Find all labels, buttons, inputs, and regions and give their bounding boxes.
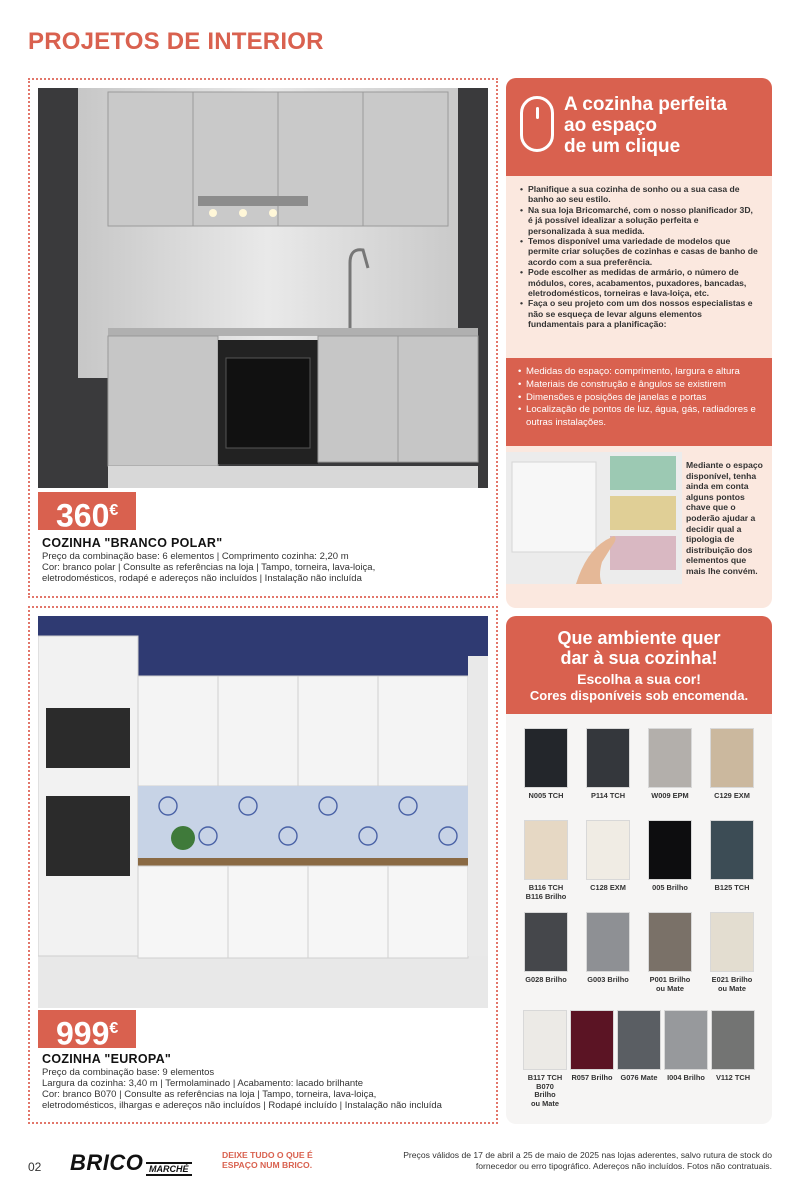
color-swatch — [664, 1010, 708, 1083]
product-name: COZINHA "BRANCO POLAR" — [42, 536, 223, 550]
planner-photo — [506, 452, 682, 584]
measure-item: • Dimensões e posições de janelas e portas — [518, 392, 760, 405]
color-swatch-chip — [586, 912, 630, 972]
planner-title-line: de um clique — [564, 136, 681, 157]
planner-bullet: • Pode escolher as medidas de armário, o número de módulos, cores, acabamentos, puxadores, bancadas, eletrodomésticos, torneiras e lava-loiça, etc. — [520, 267, 758, 298]
product-info-europa — [42, 1054, 488, 1111]
color-swatch-chip — [524, 820, 568, 880]
colors-title-line: Que ambiente quer — [557, 628, 721, 648]
color-swatch-chip — [664, 1010, 708, 1070]
planner-header — [506, 78, 772, 176]
product-line: Cor: branco polar | Consulte as referências na loja | Tampo, torneira, lava-loiça, — [42, 562, 376, 573]
color-swatch — [648, 820, 692, 893]
colors-note: Cores disponíveis sob encomenda. — [529, 688, 749, 703]
planner-bullet: • Faça o seu projeto com um dos nossos especialistas e não se esqueça de levar alguns elementos fundamentais para a planificação: — [520, 298, 758, 329]
product-name: COZINHA "EUROPA" — [42, 1052, 172, 1066]
color-swatch — [710, 912, 754, 993]
price-currency: € — [109, 502, 119, 519]
color-swatch-label: P114 TCH — [590, 791, 626, 800]
color-swatch-label: R057 Brilho — [571, 1073, 613, 1082]
color-swatch-chip — [523, 1010, 567, 1070]
color-swatch-chip — [617, 1010, 661, 1070]
planner-bullet: • Na sua loja Bricomarché, com o nosso planificador 3D, é já possível idealizar a solução perfeita e personalizada à sua medida. — [520, 205, 758, 236]
price-tag-europa — [38, 1010, 136, 1052]
product-line: Preço da combinação base: 9 elementos — [42, 1067, 215, 1078]
product-info-branco-polar — [42, 538, 488, 584]
colors-panel — [506, 616, 772, 1124]
color-swatch — [524, 912, 568, 985]
color-swatch-chip — [586, 728, 630, 788]
planner-bullet: • Planifique a sua cozinha de sonho ou a sua casa de banho ao seu estilo. — [520, 184, 758, 205]
color-swatch-label: I004 Brilho — [667, 1073, 705, 1082]
color-swatch — [648, 912, 692, 993]
color-swatch-label: V112 TCH — [715, 1073, 751, 1082]
planner-bullet: • Temos disponível uma variedade de modelos que permite criar soluções de cozinhas e casas de banho de acordo com a sua preferência. — [520, 236, 758, 267]
color-swatch-label: G028 Brilho — [525, 975, 567, 984]
color-swatch-chip — [524, 912, 568, 972]
color-swatch-chip — [648, 912, 692, 972]
color-swatch — [523, 1010, 567, 1108]
color-swatch-chip — [710, 912, 754, 972]
page-title: PROJETOS DE INTERIOR — [28, 28, 324, 55]
measure-item: • Materiais de construção e ângulos se existirem — [518, 379, 760, 392]
color-swatch-label: P001 Brilho ou Mate — [649, 975, 691, 993]
color-swatch-label: C128 EXM — [590, 883, 626, 892]
price-value: 999 — [56, 1015, 110, 1052]
color-swatch — [586, 912, 630, 985]
product-line: eletrodomésticos, ilhargas e adereços não incluídos | Rodapé incluído | Instalação não incluída — [42, 1100, 442, 1111]
color-swatch-label: 005 Brilho — [652, 883, 688, 892]
color-swatch-label: E021 Brilho ou Mate — [711, 975, 753, 993]
color-swatch-chip — [710, 728, 754, 788]
price-value: 360 — [56, 497, 110, 534]
product-line: Largura da cozinha: 3,40 m | Termolaminado | Acabamento: lacado brilhante — [42, 1078, 364, 1089]
planner-side-note: Mediante o espaço disponível, tenha ainda em conta alguns pontos chave que o poderão ajudar a decidir qual a tipologia de distribuição dos elementos que mais lhe convém. — [686, 460, 763, 576]
color-swatch-label: N005 TCH — [528, 791, 564, 800]
color-swatch-label: B116 TCH B116 Brilho — [525, 883, 567, 901]
color-swatch — [586, 820, 630, 893]
color-swatch-label: G003 Brilho — [587, 975, 629, 984]
color-swatch — [524, 820, 568, 901]
color-swatch — [710, 820, 754, 893]
product-line: Cor: branco B070 | Consulte as referências na loja | Tampo, torneira, lava-loiça, — [42, 1089, 377, 1100]
planner-panel — [506, 78, 772, 608]
color-swatch-label: G076 Mate — [620, 1073, 658, 1082]
planner-title — [564, 94, 727, 157]
colors-subtitle: Escolha a sua cor! — [577, 671, 701, 687]
measure-item: • Localização de pontos de luz, água, gás, radiadores e outras instalações. — [518, 404, 760, 430]
planner-measures-list — [506, 358, 772, 446]
color-swatch — [710, 728, 754, 801]
color-swatch-label: B117 TCH B070 Brilho ou Mate — [527, 1073, 563, 1108]
slogan-line: DEIXE TUDO O QUE É — [222, 1150, 313, 1160]
footer — [0, 1140, 800, 1200]
disclaimer-line: Preços válidos de 17 de abril a 25 de maio de 2025 nas lojas aderentes, salvo rutura de stock do — [403, 1150, 772, 1160]
page-number: 02 — [28, 1160, 42, 1174]
disclaimer — [352, 1150, 772, 1172]
mouse-icon — [520, 96, 554, 152]
colors-header — [506, 616, 772, 714]
color-swatch-chip — [648, 728, 692, 788]
color-swatch-chip — [524, 728, 568, 788]
color-swatch-chip — [586, 820, 630, 880]
color-swatch-chip — [711, 1010, 755, 1070]
planner-title-line: A cozinha perfeita — [564, 94, 727, 115]
price-tag-branco-polar — [38, 492, 136, 534]
logo-brico-text: BRICO — [70, 1150, 144, 1175]
planner-bullet-list — [506, 176, 772, 330]
color-swatch — [524, 728, 568, 801]
color-swatch-chip — [570, 1010, 614, 1070]
color-swatch-label: C129 EXM — [714, 791, 750, 800]
slogan — [222, 1150, 313, 1171]
color-swatch — [617, 1010, 661, 1083]
measure-item: • Medidas do espaço: comprimento, largura e altura — [518, 366, 760, 379]
logo-marche-text: MARCHÉ — [146, 1162, 192, 1176]
colors-title-line: dar à sua cozinha! — [560, 648, 718, 668]
color-swatch — [570, 1010, 614, 1083]
product-card-branco-polar — [28, 78, 498, 598]
bricomarche-logo — [70, 1150, 206, 1180]
product-line: eletrodomésticos, rodapé e adereços não incluídos | Instalação não incluída — [42, 573, 362, 584]
color-swatch-label: W009 EPM — [651, 791, 689, 800]
color-swatch-chip — [648, 820, 692, 880]
color-swatch — [711, 1010, 755, 1083]
color-swatch — [648, 728, 692, 801]
color-swatch — [586, 728, 630, 801]
kitchen-photo-europa — [38, 616, 488, 1008]
slogan-line: ESPAÇO NUM BRICO. — [222, 1160, 313, 1171]
color-swatch-label: B125 TCH — [714, 883, 750, 892]
disclaimer-line: fornecedor ou erro tipográfico. Adereços não incluídos. Fotos não contratuais. — [475, 1161, 772, 1171]
product-line: Preço da combinação base: 6 elementos | Comprimento cozinha: 2,20 m — [42, 551, 349, 562]
planner-title-line: ao espaço — [564, 115, 657, 136]
color-swatch-chip — [710, 820, 754, 880]
kitchen-photo-branco-polar — [38, 88, 488, 488]
price-currency: € — [109, 1020, 119, 1037]
product-card-europa — [28, 606, 498, 1124]
